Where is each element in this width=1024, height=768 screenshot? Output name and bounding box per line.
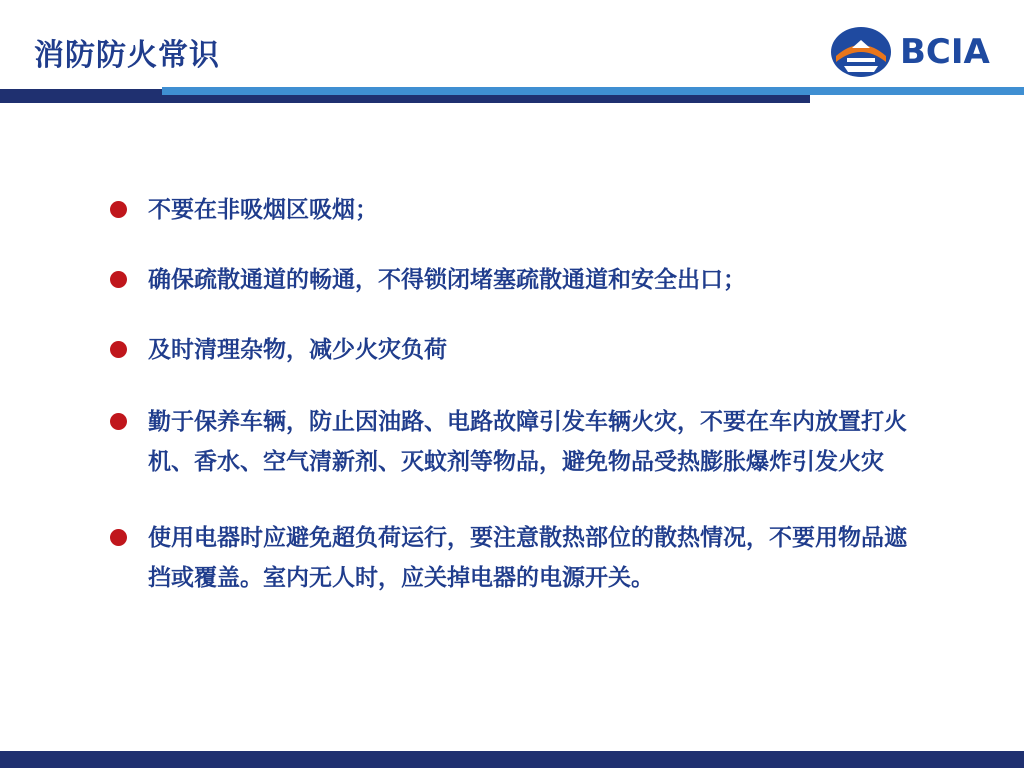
bullet-text: 使用电器时应避免超负荷运行，要注意散热部位的散热情况，不要用物品遮挡或覆盖。室内无人时，应关掉电器的电源开关。	[148, 525, 907, 591]
bullet-text: 勤于保养车辆，防止因油路、电路故障引发车辆火灾，不要在车内放置打火机、香水、空气清新剂、灭蚊剂等物品，避免物品受热膨胀爆炸引发火灾	[148, 409, 907, 475]
slide-title: 消防防火常识	[34, 38, 220, 73]
list-item	[108, 330, 958, 370]
list-item	[108, 260, 958, 300]
bullet-dot-icon	[110, 271, 127, 288]
bullet-text: 确保疏散通道的畅通，不得锁闭堵塞疏散通道和安全出口；	[148, 267, 746, 293]
bcia-logo	[830, 26, 1000, 78]
list-item	[108, 518, 958, 598]
bullet-dot-icon	[110, 529, 127, 546]
footer-bar	[0, 751, 1024, 768]
bullet-list	[108, 190, 958, 598]
bullet-text: 及时清理杂物，减少火灾负荷	[148, 337, 447, 363]
bullet-dot-icon	[110, 341, 127, 358]
bullet-text: 不要在非吸烟区吸烟；	[148, 197, 378, 223]
bcia-logo-icon	[830, 26, 892, 78]
bullet-dot-icon	[110, 413, 127, 430]
bullet-dot-icon	[110, 201, 127, 218]
bcia-logo-text: BCIA	[900, 32, 990, 72]
list-item	[108, 402, 958, 482]
header-divider-light	[162, 87, 1024, 95]
list-item	[108, 190, 958, 230]
